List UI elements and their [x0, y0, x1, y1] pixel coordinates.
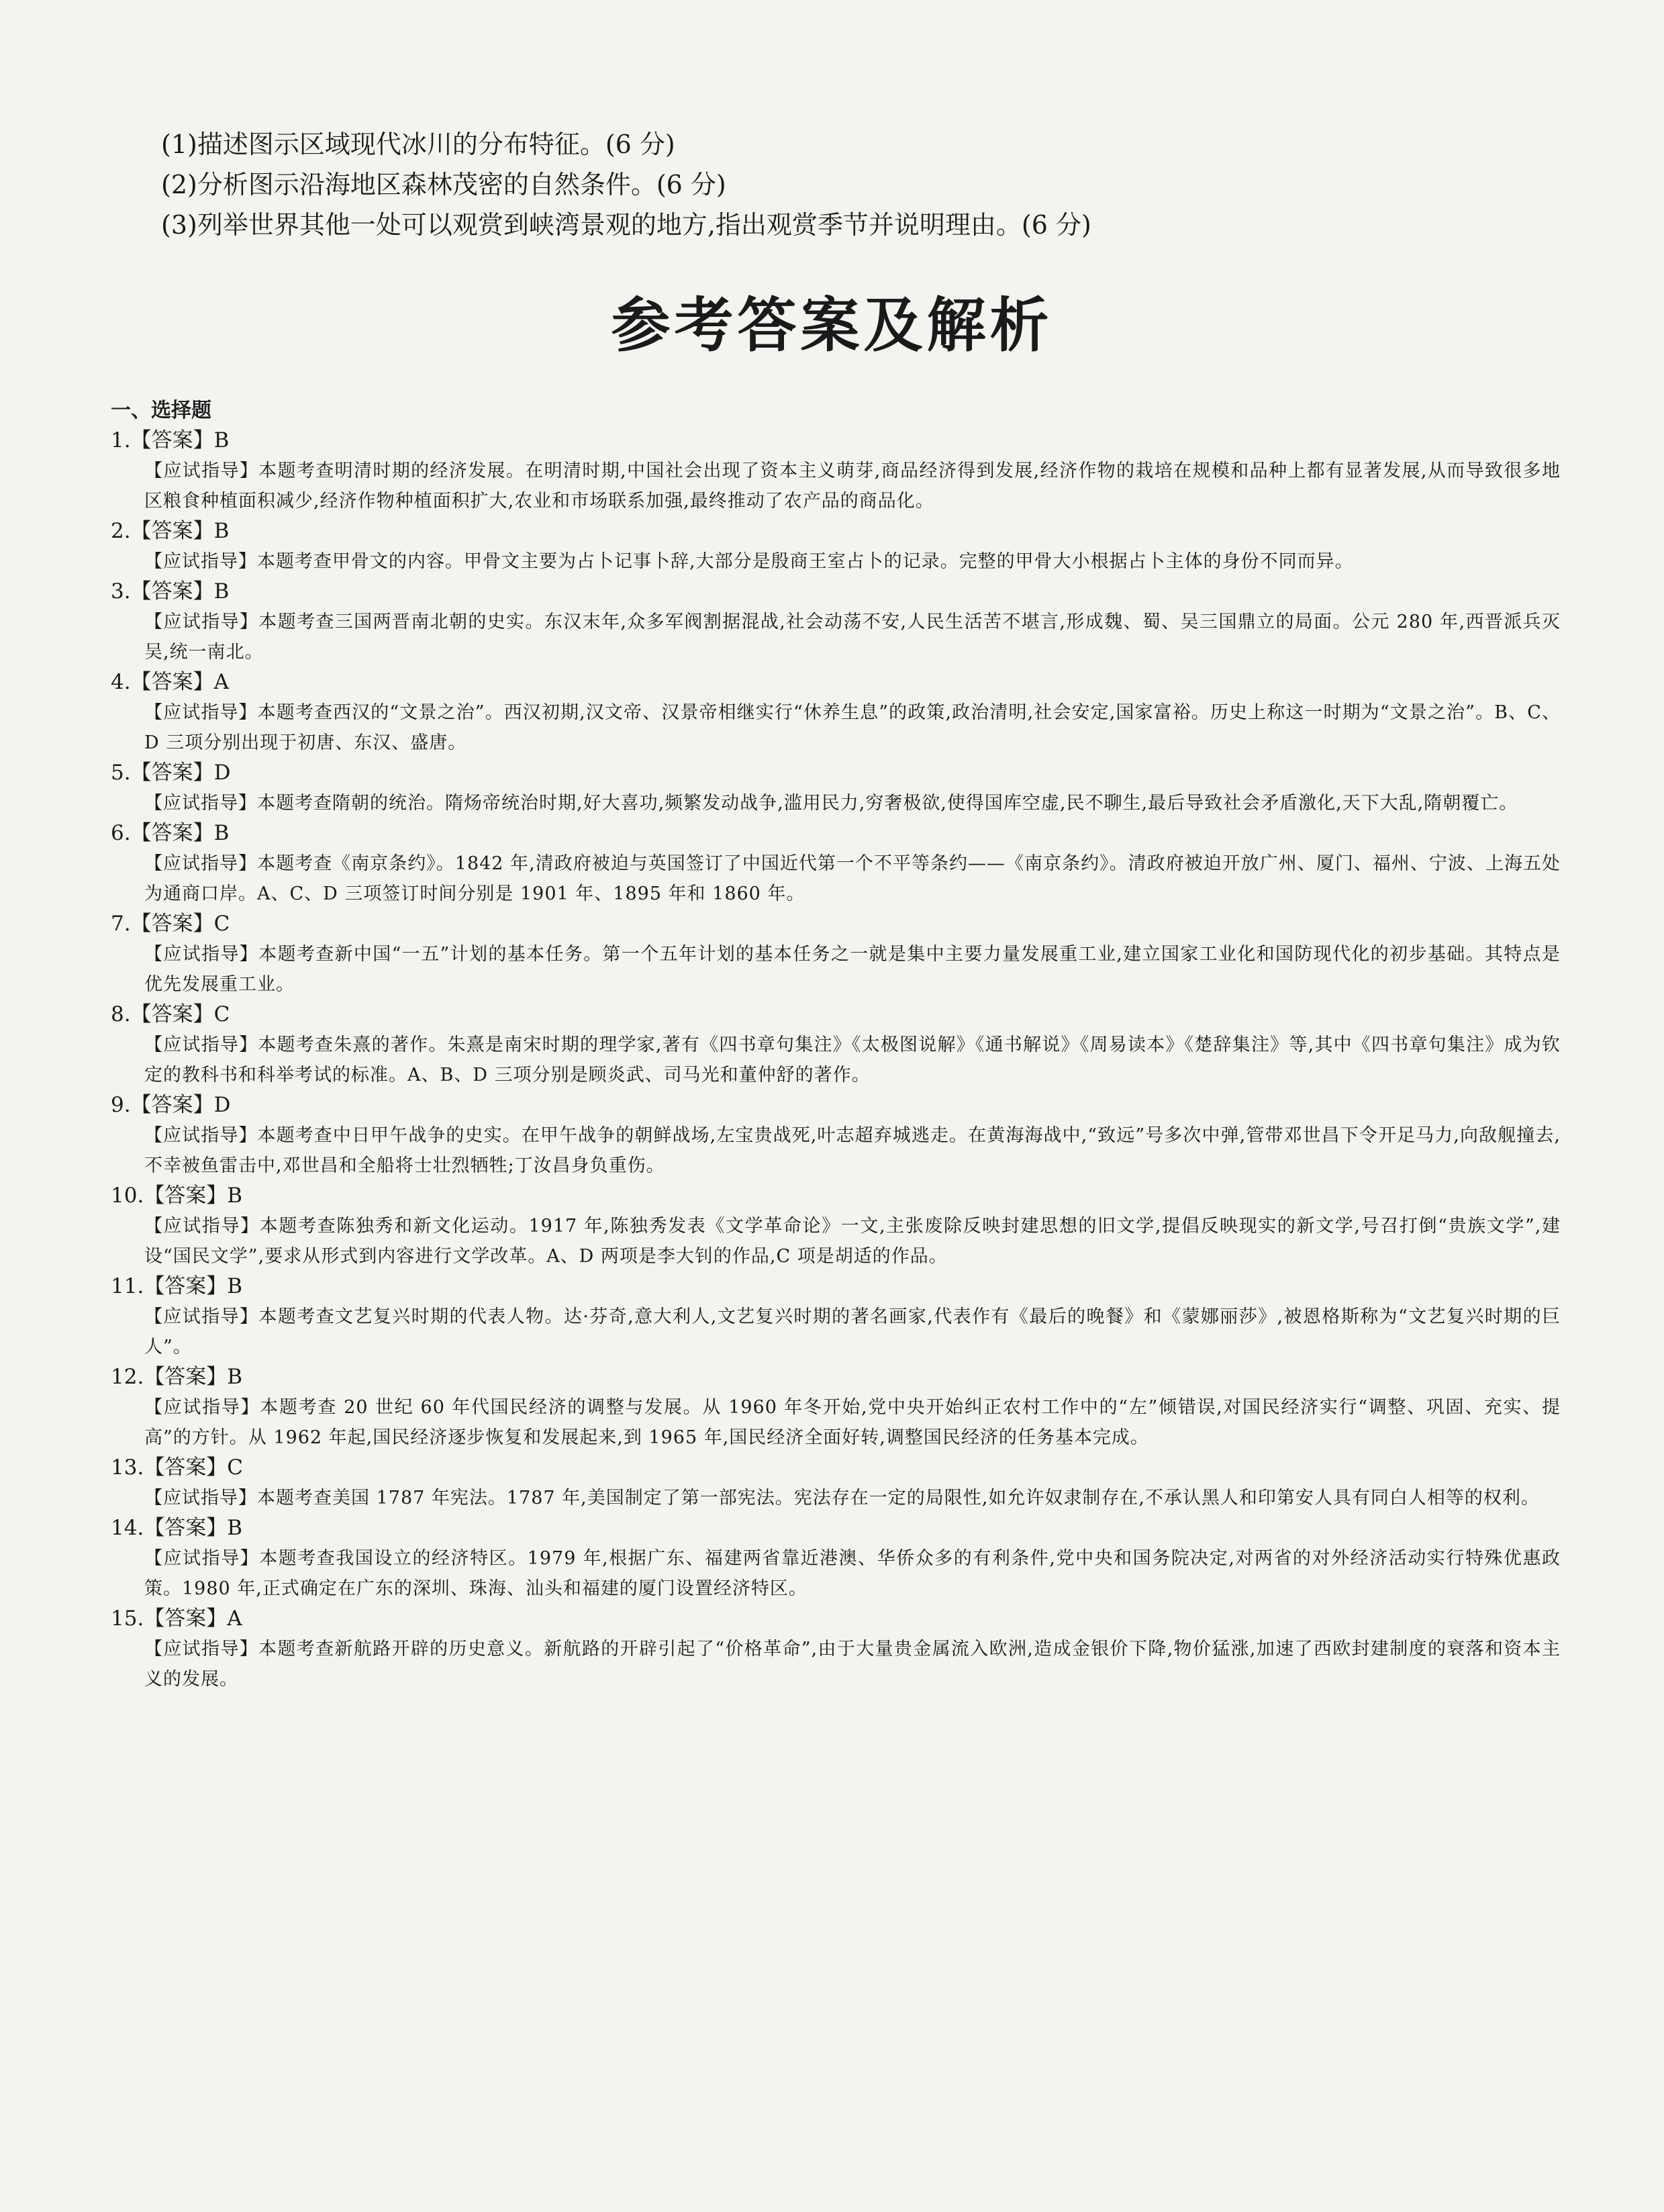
answer-item [111, 1513, 1561, 1604]
answer-key: 【答案】C [144, 1455, 244, 1480]
answer-line [111, 1362, 1561, 1392]
page-title: 参考答案及解析 [611, 291, 1053, 360]
answer-explanation: 【应试指导】本题考查明清时期的经济发展。在明清时期,中国社会出现了资本主义萌芽,商品经济得到发展,经济作物的栽培在规模和品种上都有显著发展,从而导致很多地区粮食种植面积减少,经济作物种植面积扩大,农业和市场联系加强,最终推动了农产品的商品化。 [144, 461, 1561, 512]
answer-explanation: 【应试指导】本题考查我国设立的经济特区。1979 年,根据广东、福建两省靠近港澳、华侨众多的有利条件,党中央和国务院决定,对两省的对外经济活动实行特殊优惠政策。1980 年,正式确定在广东的深圳、珠海、汕头和福建的厦门设置经济特区。 [144, 1548, 1561, 1599]
answer-line [111, 909, 1561, 939]
item-number: 5. [111, 761, 131, 785]
item-number: 10. [111, 1184, 144, 1208]
answer-item [111, 1362, 1561, 1453]
answer-item [111, 426, 1561, 516]
answer-explanation: 【应试指导】本题考查三国两晋南北朝的史实。东汉末年,众多军阀割据混战,社会动荡不安,人民生活苦不堪言,形成魏、蜀、吴三国鼎立的局面。公元 280 年,西晋派兵灭吴,统一南北。 [144, 612, 1561, 663]
answer-key: 【答案】A [130, 670, 229, 694]
answer-line [111, 667, 1561, 698]
answer-key: 【答案】B [144, 1516, 243, 1540]
answer-item [111, 667, 1561, 758]
item-number: 1. [111, 428, 131, 452]
item-number: 3. [111, 579, 131, 604]
item-number: 8. [111, 1002, 131, 1026]
item-number: 7. [111, 912, 131, 936]
answer-item [111, 1181, 1561, 1271]
answer-line [111, 1271, 1561, 1302]
answer-line [111, 426, 1561, 456]
item-number: 13. [111, 1455, 144, 1480]
item-number: 11. [111, 1274, 144, 1298]
answer-key: 【答案】C [130, 912, 230, 936]
answer-key: 【答案】B [144, 1274, 243, 1298]
answer-item [111, 1453, 1561, 1513]
item-number: 6. [111, 821, 131, 845]
answer-line [111, 758, 1561, 788]
answer-line [111, 1000, 1561, 1030]
answer-explanation: 【应试指导】本题考查陈独秀和新文化运动。1917 年,陈独秀发表《文学革命论》一文,主张废除反映封建思想的旧文学,提倡反映现实的新文学,号召打倒“贵族文学”,建设“国民文学”,要求从形式到内容进行文学改革。A、D 两项是李大钊的作品,C 项是胡适的作品。 [144, 1216, 1561, 1267]
question-3: (3)列举世界其他一处可以观赏到峡湾景观的地方,指出观赏季节并说明理由。(6 分) [161, 210, 1091, 240]
answer-item [111, 1604, 1561, 1694]
answer-item [111, 577, 1561, 667]
item-number: 9. [111, 1093, 131, 1117]
item-number: 14. [111, 1516, 144, 1540]
answer-line [111, 818, 1561, 849]
answer-explanation: 【应试指导】本题考查隋朝的统治。隋炀帝统治时期,好大喜功,频繁发动战争,滥用民力,穷奢极欲,使得国库空虚,民不聊生,最后导致社会矛盾激化,天下大乱,隋朝覆亡。 [144, 793, 1518, 814]
answer-key: 【答案】B [130, 579, 230, 604]
answer-line [111, 516, 1561, 546]
answer-item [111, 1271, 1561, 1362]
answer-key: 【答案】A [144, 1606, 242, 1631]
answer-explanation: 【应试指导】本题考查美国 1787 年宪法。1787 年,美国制定了第一部宪法。宪法存在一定的局限性,如允许奴隶制存在,不承认黑人和印第安人具有同白人相等的权利。 [144, 1488, 1540, 1508]
question-1: (1)描述图示区域现代冰川的分布特征。(6 分) [161, 130, 675, 159]
section-heading: 一、选择题 [111, 399, 211, 422]
answer-line [111, 577, 1561, 607]
answer-explanation: 【应试指导】本题考查朱熹的著作。朱熹是南宋时期的理学家,著有《四书章句集注》《太极图说解》《通书解说》《周易读本》《楚辞集注》等,其中《四书章句集注》成为钦定的教科书和科举考试的标准。A、B、D 三项分别是顾炎武、司马光和董仲舒的著作。 [144, 1035, 1561, 1086]
answer-line [111, 1604, 1561, 1634]
item-number: 4. [111, 670, 131, 694]
answer-item [111, 1000, 1561, 1090]
answer-key: 【答案】D [130, 1093, 231, 1117]
item-number: 15. [111, 1606, 144, 1631]
answer-line [111, 1453, 1561, 1483]
answer-item [111, 758, 1561, 818]
answer-items [111, 426, 1561, 1694]
answer-explanation: 【应试指导】本题考查新中国“一五”计划的基本任务。第一个五年计划的基本任务之一就是集中主要力量发展重工业,建立国家工业化和国防现代化的初步基础。其特点是优先发展重工业。 [144, 944, 1561, 995]
question-list [161, 124, 1504, 245]
answer-key: 【答案】B [130, 428, 230, 452]
answer-key: 【答案】B [144, 1365, 243, 1389]
answer-key: 【答案】D [130, 761, 231, 785]
answer-explanation: 【应试指导】本题考查文艺复兴时期的代表人物。达·芬奇,意大利人,文艺复兴时期的著名画家,代表作有《最后的晚餐》和《蒙娜丽莎》,被恩格斯称为“文艺复兴时期的巨人”。 [144, 1306, 1561, 1357]
answer-key: 【答案】B [130, 821, 230, 845]
answer-line [111, 1181, 1561, 1211]
answer-explanation: 【应试指导】本题考查西汉的“文景之治”。西汉初期,汉文帝、汉景帝相继实行“休养生息”的政策,政治清明,社会安定,国家富裕。历史上称这一时期为“文景之治”。B、C、D 三项分别出现于初唐、东汉、盛唐。 [144, 702, 1561, 753]
answer-item [111, 516, 1561, 577]
answer-item [111, 1090, 1561, 1181]
answer-explanation: 【应试指导】本题考查中日甲午战争的史实。在甲午战争的朝鲜战场,左宝贵战死,叶志超弃城逃走。在黄海海战中,“致远”号多次中弹,管带邓世昌下令开足马力,向敌舰撞去,不幸被鱼雷击中,邓世昌和全船将士壮烈牺牲;丁汝昌身负重伤。 [144, 1125, 1561, 1176]
answer-item [111, 818, 1561, 909]
question-2: (2)分析图示沿海地区森林茂密的自然条件。(6 分) [161, 170, 726, 199]
answer-explanation: 【应试指导】本题考查《南京条约》。1842 年,清政府被迫与英国签订了中国近代第一个不平等条约——《南京条约》。清政府被迫开放广州、厦门、福州、宁波、上海五处为通商口岸。A、C、D 三项签订时间分别是 1901 年、1895 年和 1860 年。 [144, 853, 1561, 904]
item-number: 12. [111, 1365, 144, 1389]
answer-key: 【答案】B [130, 519, 230, 543]
answer-explanation: 【应试指导】本题考查新航路开辟的历史意义。新航路的开辟引起了“价格革命”,由于大量贵金属流入欧洲,造成金银价下降,物价猛涨,加速了西欧封建制度的衰落和资本主义的发展。 [144, 1639, 1561, 1690]
answer-item [111, 909, 1561, 1000]
answer-line [111, 1090, 1561, 1120]
item-number: 2. [111, 519, 131, 543]
answer-explanation: 【应试指导】本题考查甲骨文的内容。甲骨文主要为占卜记事卜辞,大部分是殷商王室占卜的记录。完整的甲骨大小根据占卜主体的身份不同而异。 [144, 551, 1354, 572]
answer-section [111, 396, 1561, 1694]
answer-line [111, 1513, 1561, 1543]
answer-explanation: 【应试指导】本题考查 20 世纪 60 年代国民经济的调整与发展。从 1960 年冬开始,党中央开始纠正农村工作中的“左”倾错误,对国民经济实行“调整、巩固、充实、提高”的方针。从 1962 年起,国民经济逐步恢复和发展起来,到 1965 年,国民经济全面好转,调整国民经济的任务基本完成。 [144, 1397, 1561, 1448]
answer-key: 【答案】B [144, 1184, 243, 1208]
answer-key: 【答案】C [130, 1002, 230, 1026]
